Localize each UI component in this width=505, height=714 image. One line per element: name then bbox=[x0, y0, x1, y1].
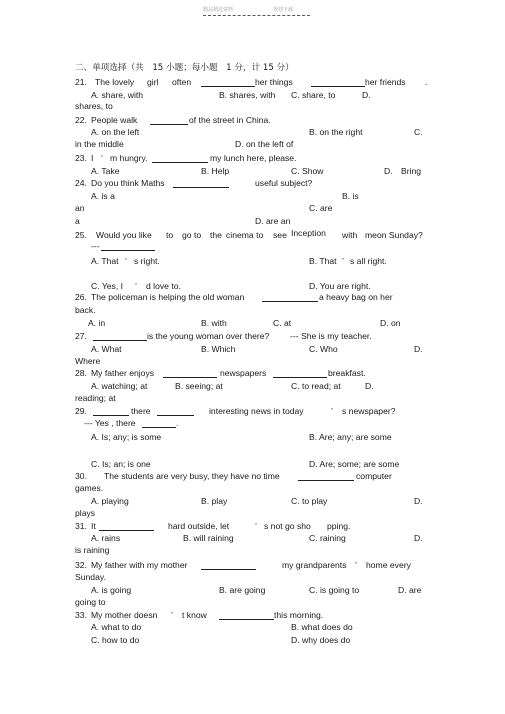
option-a: A. what to do bbox=[91, 622, 142, 632]
question-number: 33. bbox=[75, 610, 87, 620]
question-number: 29. bbox=[75, 406, 87, 416]
question-number: 25. bbox=[75, 230, 87, 240]
option-c: C. is going to bbox=[309, 585, 360, 595]
answer-blank bbox=[173, 178, 229, 188]
question-text: Sunday. bbox=[75, 572, 106, 582]
option-d: D. bbox=[365, 381, 374, 391]
answer-blank bbox=[142, 418, 179, 428]
option-b: B. what does do bbox=[291, 622, 353, 632]
question-text: It bbox=[91, 521, 96, 531]
apostrophe: ’ bbox=[171, 610, 173, 620]
answer-blank bbox=[99, 521, 154, 531]
option-c-cont: in the middle bbox=[75, 139, 124, 149]
question-text: I bbox=[91, 153, 94, 163]
option-b: B. is bbox=[342, 191, 359, 201]
option-c: C. share, to bbox=[291, 90, 336, 100]
answer-blank bbox=[163, 368, 217, 378]
option-b: B. Help bbox=[201, 166, 230, 176]
answer-blank bbox=[93, 331, 147, 341]
question-text: her things bbox=[255, 77, 293, 87]
option-c: C. Yes, I bbox=[91, 281, 124, 291]
question-text: newspapers bbox=[220, 368, 267, 378]
option-a: A. is going bbox=[91, 585, 132, 595]
option-d: D. bbox=[414, 496, 423, 506]
option-c: C. raining bbox=[309, 533, 346, 543]
answer-blank bbox=[201, 77, 255, 87]
question-text: Do you think Maths bbox=[91, 178, 165, 188]
question-text: My father enjoys bbox=[91, 368, 155, 378]
answer-blank bbox=[157, 406, 194, 416]
option-d-cont: shares, to bbox=[75, 101, 113, 111]
question-text: m hungry. bbox=[110, 153, 148, 163]
question-text: . bbox=[425, 77, 428, 87]
option-d-cont: Bring bbox=[401, 166, 422, 176]
question-text: my lunch here, please. bbox=[210, 153, 297, 163]
answer-blank bbox=[219, 610, 274, 620]
option-c: C. at bbox=[273, 318, 292, 328]
question-text: pping. bbox=[327, 521, 351, 531]
option-d: D. You are right. bbox=[309, 281, 371, 291]
apostrophe: ’ bbox=[331, 406, 333, 416]
option-b-cont: s all right. bbox=[350, 256, 387, 266]
question-number: 27. bbox=[75, 331, 87, 341]
question-text: breakfast. bbox=[328, 368, 366, 378]
option-d-cont: is raining bbox=[75, 545, 110, 555]
option-a: A. on the left bbox=[91, 127, 140, 137]
option-b: B. shares, with bbox=[219, 90, 276, 100]
header-left-text: 精品精选资料 bbox=[203, 7, 234, 13]
question-text: Inception bbox=[291, 228, 326, 238]
option-d-cont: Where bbox=[75, 356, 101, 366]
option-d: D. are bbox=[398, 585, 422, 595]
option-d: D. are an bbox=[255, 216, 291, 226]
question-text: home every bbox=[366, 560, 411, 570]
question-text: Would you like bbox=[96, 230, 152, 240]
question-text: the bbox=[210, 230, 222, 240]
question-text: is the young woman over there? bbox=[147, 331, 270, 341]
option-c-cont: a bbox=[75, 216, 80, 226]
answer-blank bbox=[262, 292, 318, 302]
option-a: A. Take bbox=[91, 166, 120, 176]
option-d: D. bbox=[414, 533, 423, 543]
question-text: often bbox=[172, 77, 192, 87]
question-number: 31. bbox=[75, 521, 87, 531]
question-text: this morning. bbox=[274, 610, 324, 620]
question-text: The students are very busy, they have no time bbox=[104, 471, 280, 481]
option-c-cont: d love to. bbox=[146, 281, 181, 291]
answer-blank bbox=[273, 368, 327, 378]
question-number: 28. bbox=[75, 368, 87, 378]
option-a: A. Is; any; is some bbox=[91, 432, 162, 442]
apostrophe: ’ bbox=[255, 521, 257, 531]
option-d: D. bbox=[362, 90, 371, 100]
option-d-cont: plays bbox=[75, 508, 96, 518]
apostrophe: ’ bbox=[135, 281, 137, 291]
answer-blank bbox=[101, 241, 155, 251]
option-c: C. Is; an; is one bbox=[91, 459, 151, 469]
option-d: D. on bbox=[380, 318, 401, 328]
header-right-text: 欢迎下载 bbox=[273, 7, 294, 13]
question-text: to bbox=[166, 230, 174, 240]
question-text: see bbox=[273, 230, 287, 240]
option-b: B. are going bbox=[219, 585, 266, 595]
question-text: hard outside, let bbox=[168, 521, 230, 531]
option-a: A. What bbox=[91, 344, 122, 354]
question-text: back. bbox=[75, 305, 96, 315]
apostrophe: ’ bbox=[355, 560, 357, 570]
option-d: D. on the left of bbox=[235, 139, 294, 149]
option-b: B. on the right bbox=[309, 127, 363, 137]
apostrophe: ’ bbox=[342, 256, 344, 266]
header-divider bbox=[203, 15, 310, 16]
question-number: 21. bbox=[75, 77, 87, 87]
question-text: games. bbox=[75, 483, 104, 493]
question-text: s not go sho bbox=[264, 521, 311, 531]
option-d-cont: reading; at bbox=[75, 393, 116, 403]
option-b: B. play bbox=[201, 496, 228, 506]
question-text: The policeman is helping the old woman bbox=[91, 292, 245, 302]
question-number: 26. bbox=[75, 292, 87, 302]
question-text: The lovely bbox=[95, 77, 135, 87]
question-text: my grandparents bbox=[282, 560, 347, 570]
question-text: My mother doesn bbox=[91, 610, 158, 620]
question-text: --- Yes , there bbox=[84, 418, 136, 428]
answer-blank bbox=[201, 560, 256, 570]
option-d: D. bbox=[414, 344, 423, 354]
question-text: interesting news in today bbox=[209, 406, 304, 416]
question-number: 32. bbox=[75, 560, 87, 570]
question-number: 30. bbox=[75, 471, 87, 481]
option-c: C. how to do bbox=[91, 635, 140, 645]
question-text: --- She is my teacher. bbox=[290, 331, 372, 341]
section-title: 二、单项选择（共 15 小题；每小题 1 分，计 15 分） bbox=[75, 63, 294, 73]
question-text: My father with my mother bbox=[91, 560, 188, 570]
option-c: C. to read; at bbox=[291, 381, 341, 391]
question-text: of the street in China. bbox=[189, 115, 271, 125]
question-text: . bbox=[176, 418, 179, 428]
option-b: B. That bbox=[309, 256, 337, 266]
question-text: t know bbox=[182, 610, 207, 620]
option-d: D. why does do bbox=[291, 635, 351, 645]
question-text: girl bbox=[147, 77, 159, 87]
option-b-cont: an bbox=[75, 203, 85, 213]
option-a: A. rains bbox=[91, 533, 121, 543]
option-c: C. are bbox=[309, 203, 333, 213]
option-d: D. bbox=[384, 166, 393, 176]
apostrophe: ’ bbox=[125, 256, 127, 266]
option-b: B. seeing; at bbox=[175, 381, 223, 391]
question-text: s newspaper? bbox=[342, 406, 396, 416]
answer-blank bbox=[311, 77, 365, 87]
answer-blank bbox=[152, 153, 208, 163]
question-text: People walk bbox=[91, 115, 138, 125]
question-number: 24. bbox=[75, 178, 87, 188]
question-text: with bbox=[342, 230, 358, 240]
option-b: B. will raining bbox=[183, 533, 234, 543]
question-text: meon Sunday? bbox=[365, 230, 423, 240]
option-a: A. That bbox=[91, 256, 119, 266]
question-number: 22. bbox=[75, 115, 87, 125]
question-text: ’ bbox=[101, 153, 103, 163]
question-text: a heavy bag on her bbox=[319, 292, 393, 302]
question-text: go to bbox=[182, 230, 202, 240]
option-a: A. share, with bbox=[91, 90, 144, 100]
answer-blank bbox=[150, 115, 188, 125]
answer-blank bbox=[93, 406, 129, 416]
option-a-cont: s right. bbox=[134, 256, 160, 266]
answer-blank bbox=[298, 471, 354, 481]
option-d: D. Are; some; are some bbox=[309, 459, 400, 469]
option-c: C. Who bbox=[309, 344, 338, 354]
question-text: useful subject? bbox=[255, 178, 313, 188]
option-c: C. Show bbox=[291, 166, 324, 176]
option-c: C. to play bbox=[291, 496, 328, 506]
question-text: her friends bbox=[365, 77, 406, 87]
option-a: A. playing bbox=[91, 496, 129, 506]
option-b: B. with bbox=[201, 318, 227, 328]
option-c: C. bbox=[414, 127, 423, 137]
option-d-cont: going to bbox=[75, 597, 106, 607]
question-text: --- bbox=[91, 241, 100, 251]
option-b: B. Which bbox=[201, 344, 236, 354]
question-text: there bbox=[131, 406, 151, 416]
question-text: computer bbox=[356, 471, 392, 481]
option-a: A. watching; at bbox=[91, 381, 148, 391]
question-number: 23. bbox=[75, 153, 87, 163]
question-text: cinema to bbox=[226, 230, 264, 240]
option-a: A. in bbox=[88, 318, 106, 328]
option-a: A. is a bbox=[91, 191, 115, 201]
option-b: B. Are; any; are some bbox=[309, 432, 392, 442]
